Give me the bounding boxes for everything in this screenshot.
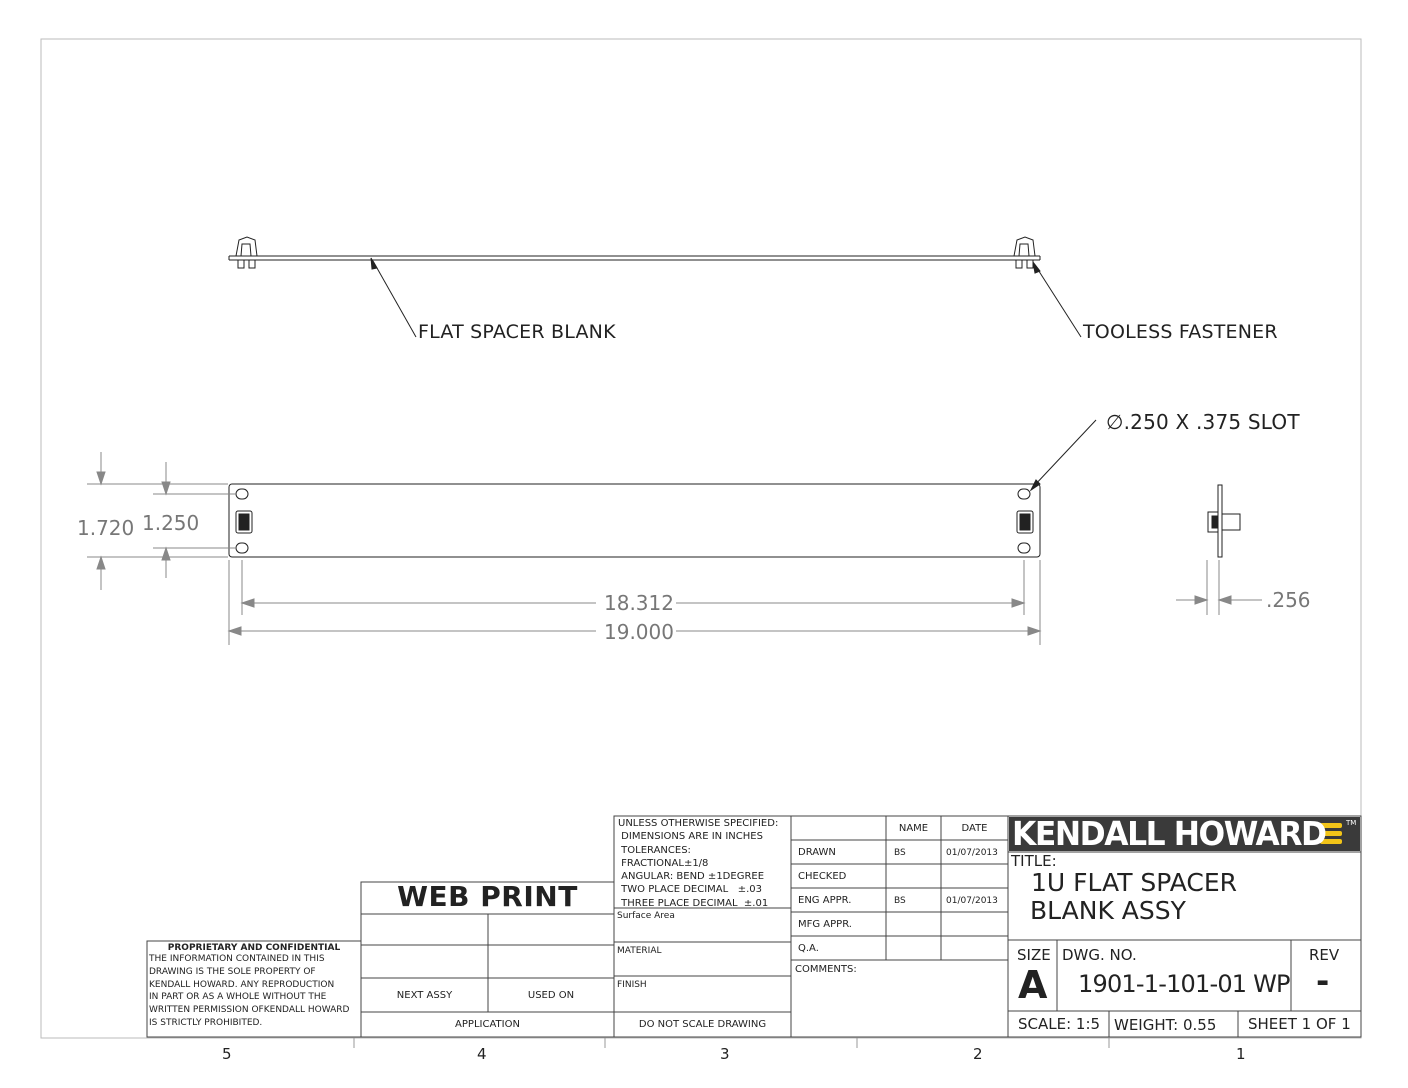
sign-row-date: 01/07/2013 (946, 848, 998, 858)
sign-row-label: MFG APPR. (798, 919, 852, 930)
scale-value: SCALE: 1:5 (1018, 1015, 1101, 1033)
top-view (229, 237, 1040, 268)
zone-label: 4 (477, 1045, 487, 1063)
dimension-lines (87, 452, 1262, 645)
proprietary-line: THE INFORMATION CONTAINED IN THIS (149, 954, 325, 964)
dwg-no-label: DWG. NO. (1062, 946, 1137, 964)
proprietary-notice (149, 943, 359, 1030)
proprietary-line: WRITTEN PERMISSION OFKENDALL HOWARD (149, 1005, 350, 1016)
tolerance-line: ANGULAR: BEND ±1DEGREE (618, 871, 765, 883)
title-label: TITLE: (1011, 852, 1057, 870)
web-print-label: WEB PRINT (397, 880, 578, 913)
callout-slot (1106, 410, 1300, 434)
proprietary-line: IS STRICTLY PROHIBITED. (149, 1017, 263, 1028)
dim-thickness: .256 (1266, 588, 1311, 612)
sign-row-date: 01/07/2013 (946, 896, 998, 906)
proprietary-line: IN PART OR AS A WHOLE WITHOUT THE (149, 992, 327, 1003)
tolerance-line: DIMENSIONS ARE IN INCHES (618, 831, 763, 843)
material-label: MATERIAL (617, 946, 662, 956)
dim-hole-height: 1.250 (142, 511, 200, 535)
trademark-mark: TM (1346, 819, 1357, 827)
sign-row-name: BS (894, 896, 906, 906)
name-header: NAME (898, 823, 929, 834)
rev-label: REV (1309, 946, 1340, 964)
zone-ticks (354, 1038, 1109, 1048)
proprietary-line: DRAWING IS THE SOLE PROPERTY OF (149, 966, 316, 977)
proprietary-heading: PROPRIETARY AND CONFIDENTIAL (167, 943, 341, 953)
comments-label: COMMENTS: (795, 964, 857, 975)
next-assy-label: NEXT ASSY (396, 990, 453, 1001)
tolerance-notes (618, 817, 778, 910)
size-value: A (1018, 963, 1048, 1007)
sign-row-label: CHECKED (798, 871, 847, 882)
side-view (1208, 485, 1240, 557)
tolerance-line: THREE PLACE DECIMAL ±.01 (618, 897, 769, 909)
sign-row-label: DRAWN (798, 847, 836, 858)
sign-row-label: ENG APPR. (798, 895, 852, 906)
front-view (229, 484, 1040, 557)
callout-flat-spacer-blank: FLAT SPACER BLANK (418, 321, 616, 343)
callout-tooless-fastener: TOOLESS FASTENER (1083, 321, 1278, 343)
zone-label: 1 (1236, 1045, 1246, 1063)
left-fastener-top (236, 237, 257, 268)
tolerance-line: FRACTIONAL±1/8 (618, 857, 709, 869)
zone-label: 2 (973, 1045, 983, 1063)
slot-leader (1031, 420, 1096, 490)
finish-label: FINISH (617, 980, 647, 990)
size-label: SIZE (1017, 946, 1051, 964)
zone-label: 5 (222, 1045, 232, 1063)
dim-overall-width: 19.000 (604, 620, 674, 644)
zone-label: 3 (720, 1045, 730, 1063)
title-line-1: 1U FLAT SPACER (1031, 868, 1238, 897)
application-label: APPLICATION (455, 1019, 520, 1030)
tolerance-line: UNLESS OTHERWISE SPECIFIED: (618, 818, 779, 829)
tolerance-line: TWO PLACE DECIMAL ±.03 (618, 884, 763, 896)
sign-row-label: Q.A. (798, 943, 819, 954)
dim-hole-width: 18.312 (604, 591, 674, 615)
dwg-no-value: 1901-1-101-01 WP (1078, 970, 1290, 998)
weight-value: WEIGHT: 0.55 (1114, 1016, 1217, 1034)
date-header: DATE (961, 823, 988, 834)
tolerance-line: TOLERANCES: (618, 844, 691, 856)
do-not-scale-label: DO NOT SCALE DRAWING (638, 1019, 767, 1030)
company-logo: KENDALL HOWARD (1012, 814, 1326, 853)
title-line-2: BLANK ASSY (1030, 896, 1186, 925)
dim-overall-height: 1.720 (77, 516, 135, 540)
used-on-label: USED ON (527, 990, 575, 1001)
surface-area-label: Surface Area (617, 911, 675, 921)
slot-note: .250 X .375 SLOT (1123, 410, 1300, 434)
proprietary-line: KENDALL HOWARD. ANY REPRODUCTION (149, 979, 335, 990)
sign-row-name: BS (894, 848, 906, 858)
right-fastener-top (1014, 237, 1035, 268)
diameter-icon: ∅ (1106, 410, 1124, 434)
rev-value: - (1316, 962, 1330, 1000)
sheet-value: SHEET 1 OF 1 (1248, 1015, 1351, 1033)
